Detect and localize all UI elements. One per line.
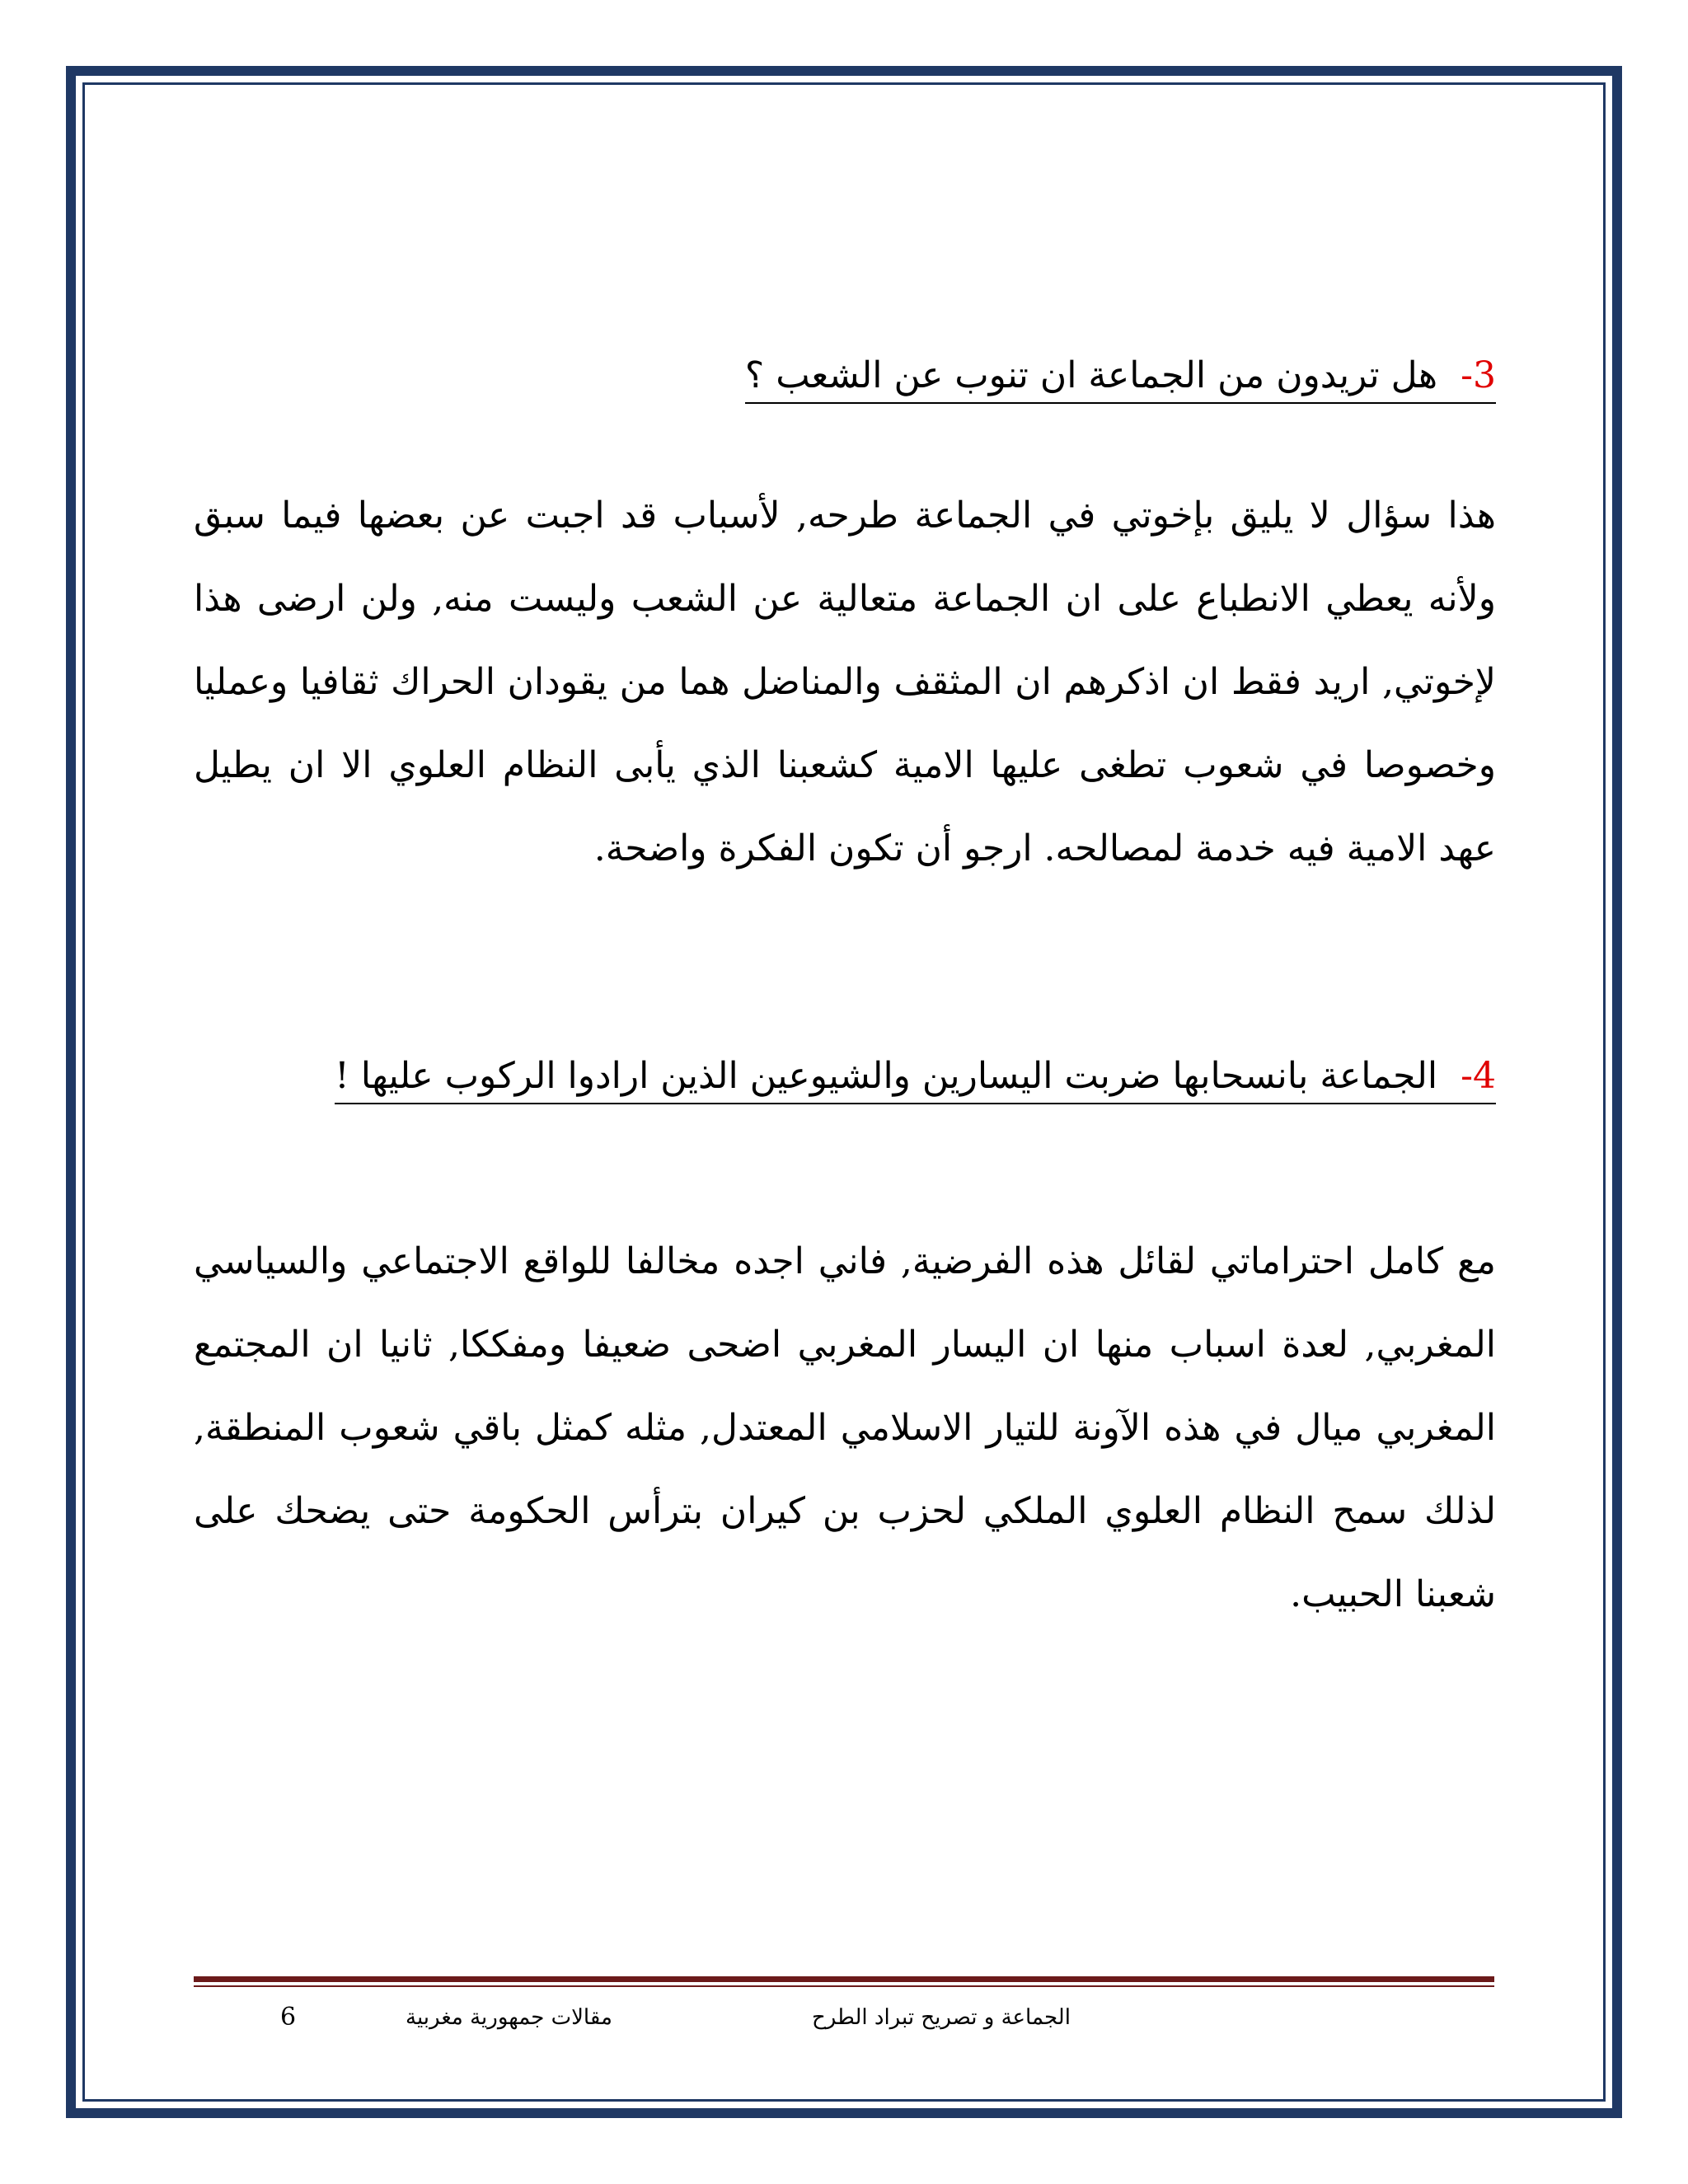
footer-series: مقالات جمهورية مغربية — [406, 2005, 612, 2030]
section-4-title: الجماعة بانسحابها ضربت اليسارين والشيوعين الذين ارادوا الركوب عليها ! — [335, 1055, 1438, 1097]
section-3-number: 3 — [1473, 354, 1496, 396]
section-4-heading — [335, 1052, 1496, 1104]
section-4-number: 4 — [1473, 1055, 1496, 1097]
section-4-dash: - — [1461, 1055, 1473, 1097]
section-3-paragraph: هذا سؤال لا يليق بإخوتي في الجماعة طرحه, لأسباب قد اجبت عن بعضها فيما سبق ولأنه يعطي الانطباع على ان الجماعة متعالية عن الشعب وليست منه, ولن ارضى هذا لإخوتي, اريد فقط ان اذكرهم ان المثقف والمناضل هما من يقودان الحراك ثقافيا وعمليا وخصوصا في شعوب تطغى عليها الامية كشعبنا الذي يأبى النظام العلوي الا ان يطيل عهد الامية فيه خدمة لمصالحه. ارجو أن تكون الفكرة واضحة. — [194, 494, 1496, 869]
footer-title: الجماعة و تصريح تبراد الطرح — [812, 2005, 1071, 2030]
section-3-title: هل تريدون من الجماعة ان تنوب عن الشعب ؟ — [744, 354, 1438, 396]
section-4-paragraph: مع كامل احتراماتي لقائل هذه الفرضية, فاني اجده مخالفا للواقع الاجتماعي والسياسي المغربي, لعدة اسباب منها ان اليسار المغربي اضحى ضعيفا ومفككا, ثانيا ان المجتمع المغربي ميال في هذه الآونة للتيار الاسلامي المعتدل, مثله كمثل باقي شعوب المنطقة, لذلك سمح النظام العلوي الملكي لحزب بن كيران بترأس الحكومة حتى يضحك على شعبنا الحبيب. — [194, 1240, 1496, 1615]
footer-rule-thick — [194, 1976, 1494, 1982]
footer-page-number: 6 — [280, 2003, 297, 2032]
section-3-dash: - — [1461, 354, 1473, 396]
footer-rule-thin — [194, 1985, 1494, 1987]
section-3-heading — [745, 351, 1496, 404]
